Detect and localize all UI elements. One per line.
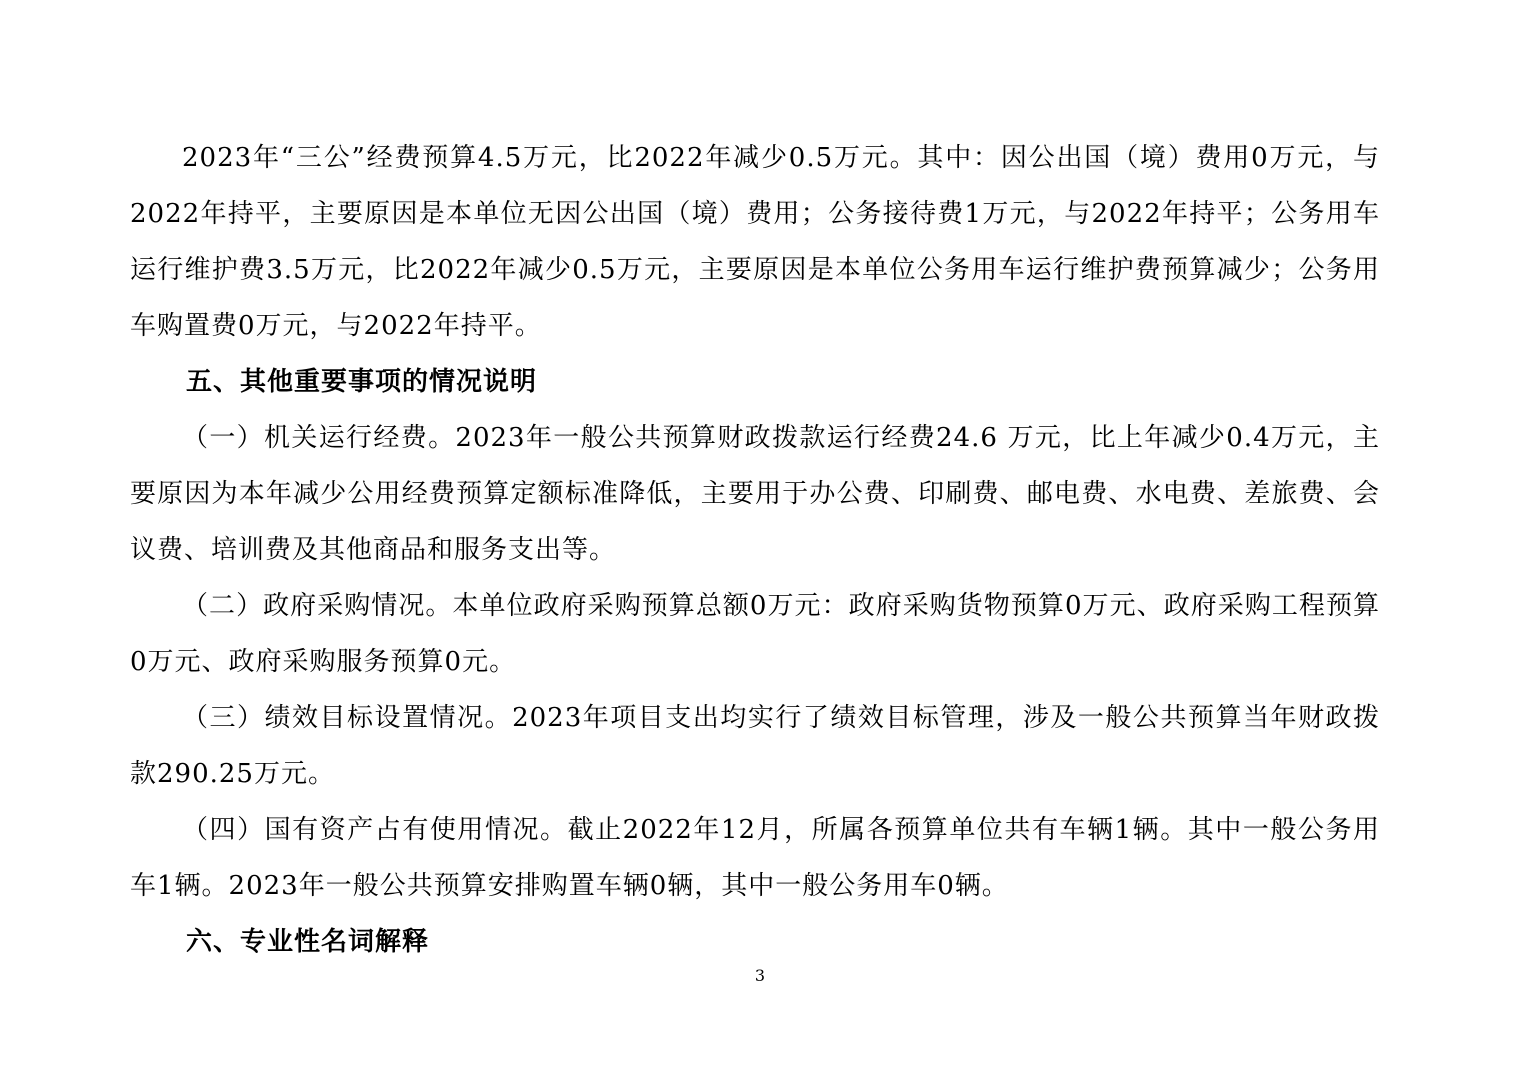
paragraph-agency-operating-expenses: （一）机关运行经费。2023年一般公共预算财政拨款运行经费24.6 万元，比上年减少0.4万元，主要原因为本年减少公用经费预算定额标准降低，主要用于办公费、印刷费、邮电费、水电费、差旅费、会议费、培训费及其他商品和服务支出等。 <box>130 423 1380 565</box>
paragraph-three-public-expenses: 2023年“三公”经费预算4.5万元，比2022年减少0.5万元。其中：因公出国（境）费用0万元，与2022年持平，主要原因是本单位无因公出国（境）费用；公务接待费1万元，与2022年持平；公务用车运行维护费3.5万元，比2022年减少0.5万元，主要原因是本单位公务用车运行维护费预算减少；公务用车购置费0万元，与2022年持平。 <box>130 143 1380 341</box>
page-number: 3 <box>754 966 766 985</box>
document-body <box>130 130 1380 970</box>
paragraph-state-assets: （四）国有资产占有使用情况。截止2022年12月，所属各预算单位共有车辆1辆。其中一般公务用车1辆。2023年一般公共预算安排购置车辆0辆，其中一般公务用车0辆。 <box>130 815 1380 901</box>
section-heading-terminology: 六、专业性名词解释 <box>186 927 430 957</box>
paragraph-government-procurement: （二）政府采购情况。本单位政府采购预算总额0万元：政府采购货物预算0万元、政府采购工程预算0万元、政府采购服务预算0元。 <box>130 591 1380 677</box>
section-heading-other-matters: 五、其他重要事项的情况说明 <box>186 367 538 397</box>
paragraph-performance-targets: （三）绩效目标设置情况。2023年项目支出均实行了绩效目标管理，涉及一般公共预算当年财政拨款290.25万元。 <box>130 703 1380 789</box>
